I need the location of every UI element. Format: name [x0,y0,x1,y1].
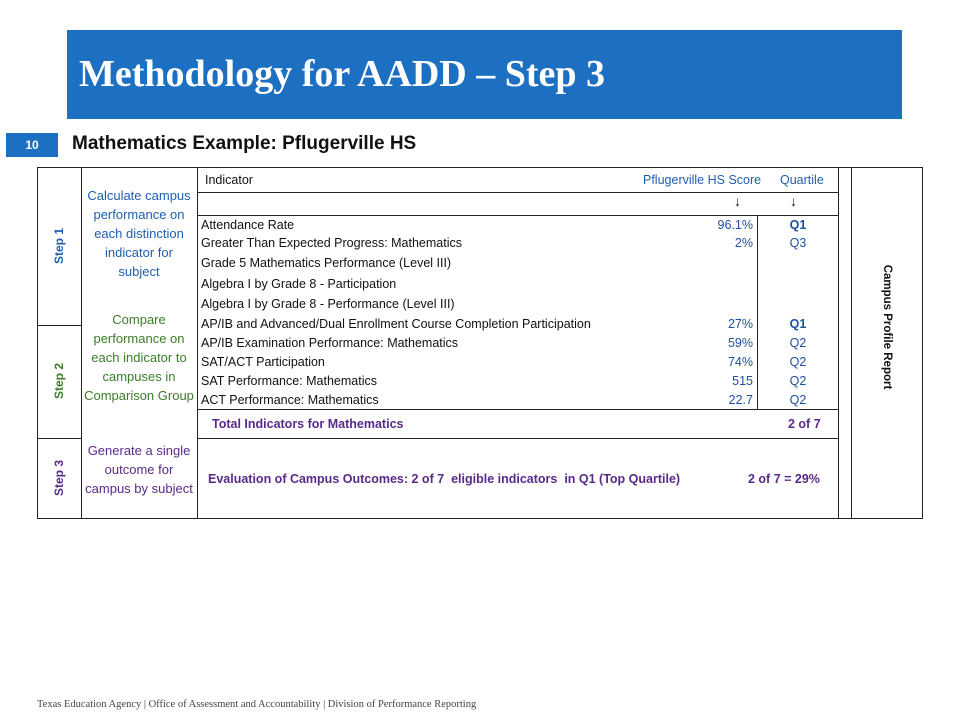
divider [197,215,838,216]
divider [197,167,198,519]
table-row-quartile: Q1 [789,317,807,331]
table-row-indicator: Attendance Rate [201,218,295,232]
table-row-indicator: Algebra I by Grade 8 - Participation [201,277,397,291]
divider [197,409,838,410]
evaluation-label: Evaluation of Campus Outcomes: 2 of 7 eligible indicators in Q1 (Top Quartile) [208,472,681,486]
table-row-indicator: SAT Performance: Mathematics [201,374,377,388]
table-row-score: 515 [732,374,753,388]
table-row-indicator: ACT Performance: Mathematics [201,393,379,407]
table-row-score: 59% [727,336,753,350]
arrow-down-icon: ↓ [790,193,797,209]
table-row-score: 74% [727,355,753,369]
table-row-score: 27% [727,317,753,331]
total-indicators-value: 2 of 7 [788,417,821,431]
divider [81,167,82,519]
table-row-indicator: Grade 5 Mathematics Performance (Level III) [201,256,452,270]
table-row-quartile: Q1 [789,218,807,232]
column-header-quartile: Quartile [780,173,824,187]
evaluation-value: 2 of 7 = 29% [748,472,820,486]
step-3-description: Generate a single outcome for campus by subject [85,443,193,496]
table-row-quartile: Q2 [789,393,807,407]
title-bar [67,30,902,119]
step-2-description: Compare performance on each indicator to campuses in Comparison Group [84,312,194,403]
divider [37,325,81,326]
table-row-indicator: Greater Than Expected Progress: Mathematics [201,236,462,250]
arrow-down-icon: ↓ [734,193,741,209]
table-row-indicator: SAT/ACT Participation [201,355,325,369]
divider [37,438,81,439]
page-title: Methodology for AADD – Step 3 [79,53,606,95]
divider [838,167,839,519]
table-row-indicator: AP/IB Examination Performance: Mathematics [201,336,459,350]
divider [197,438,838,439]
table-row-quartile: Q2 [789,355,807,369]
table-row-score: 22.7 [728,393,753,407]
step-1-description: Calculate campus performance on each distinction indicator for subject [87,188,191,279]
table-row-score: 2% [734,236,753,250]
table-row-quartile: Q2 [789,374,807,388]
table-row-indicator: Algebra I by Grade 8 - Performance (Level III) [201,297,455,311]
table-row-quartile: Q3 [789,236,807,250]
column-header-score: Pflugerville HS Score [643,173,762,187]
page-number-badge: 10 [6,133,58,157]
divider [757,215,758,409]
divider [197,192,838,193]
table-row-quartile: Q2 [789,336,807,350]
table-row-indicator: AP/IB and Advanced/Dual Enrollment Course Completion Participation [201,317,591,331]
footer: Texas Education Agency | Office of Assessment and Accountability | Division of Performance Reporting [37,699,477,710]
page-subtitle: Mathematics Example: Pflugerville HS [72,133,417,154]
total-indicators-label: Total Indicators for Mathematics [212,417,404,431]
table-row-score: 96.1% [717,218,753,232]
divider [851,167,852,519]
column-header-indicator: Indicator [205,173,253,187]
